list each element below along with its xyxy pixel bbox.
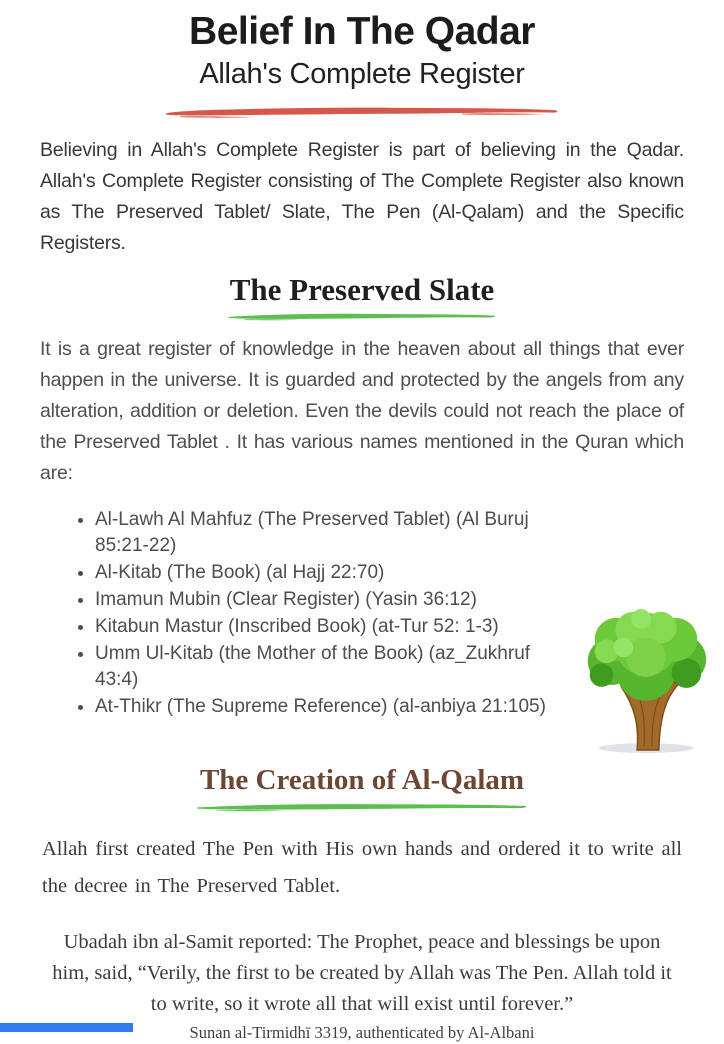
intro-paragraph: Believing in Allah's Complete Register is part of believing in the Qadar. Allah's Complete Register consisting of The Complete Register also known as The Preserved Tablet/ Slate, The Pen (Al-Qalam) and the Specific Registers. [40,139,684,254]
list-item: • Imamun Mubin (Clear Register) (Yasin 36:12) [95,587,574,613]
document-page [0,8,724,1042]
al-qalam-paragraph: Allah first created The Pen with His own hands and ordered it to write all the decree in The Preserved Tablet. [42,838,682,897]
list-item: • Umm Ul-Kitab (the Mother of the Book) (az_Zukhruf 43:4) [95,641,574,693]
page-subtitle: Allah's Complete Register [199,58,525,90]
list-item: • Al-Kitab (The Book) (al Hajj 22:70) [95,560,574,586]
al-qalam-heading: The Creation of Al-Qalam [199,764,525,796]
tree-icon [572,600,720,758]
list-item: • At-Thikr (The Supreme Reference) (al-anbiya 21:105) [95,694,574,720]
hadith-quote: Ubadah ibn al-Samit reported: The Prophet, peace and blessings be upon him, said, “Verily, the first to be created by Allah was The Pen. Allah told it to write, so it wrote all that will exist until forever.” [52,931,672,1015]
list-item: • Al-Lawh Al Mahfuz (The Preserved Tablet) (Al Buruj 85:21-22) [95,507,574,559]
document-header [0,8,724,120]
preserved-slate-heading: The Preserved Slate [229,272,495,307]
green-brush-stroke-icon [226,310,498,322]
hadith-citation: Sunan al-Tirmidhī 3319, authenticated by Al-Albani [189,1023,535,1042]
red-brush-stroke-icon [162,103,562,120]
preserved-slate-paragraph: It is a great register of knowledge in the heaven about all things that ever happen in the universe. It is guarded and protected by the angels from any alteration, addition or deletion. Even the devils could not reach the place of the Preserved Tablet . It has various names mentioned in the Quran which are: [40,338,684,484]
list-item: • Kitabun Mastur (Inscribed Book) (at-Tur 52: 1-3) [95,614,574,640]
section-al-qalam [0,764,724,1044]
page-title: Belief In The Qadar [189,10,535,53]
tablet-names-list [95,507,574,720]
green-brush-stroke-icon [194,800,530,813]
footer-bar [0,1023,133,1032]
